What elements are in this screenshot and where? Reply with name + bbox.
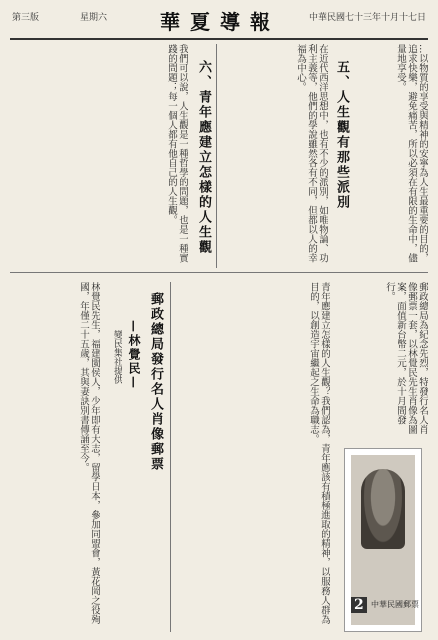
section-divider — [10, 272, 428, 273]
portrait — [361, 469, 405, 549]
stamp-country: 中華民國郵票 — [371, 600, 419, 609]
text-column-1: …以物質的享受與精神的安寧為人生最重要的目的，追求快樂，避免痛苦，所以必須在有限的生命中，儘量地享受。 — [395, 44, 428, 263]
stamp-value: 2 — [351, 597, 367, 613]
text-column-5: 林覺民先生，福建閩侯人，少年即有大志，留學日本，參加同盟會，黃花岡之役殉國，年僅二十五歲，其與妻訣別書傳誦至今。 — [78, 282, 100, 624]
column-rule-2 — [170, 282, 171, 632]
column-rule — [216, 44, 217, 268]
text-column-3: 我們可以說，人生觀是一種哲學的問題，也是一種實踐的問題；每一個人都有他自己的人生觀。 — [166, 44, 188, 263]
text-column-4: 青年應建立怎樣的人生觀？我們認為，青年應該有積極進取的精神，以服務人群為目的，以創造宇宙繼起之生命為職志。 — [308, 282, 330, 624]
postage-stamp-image — [344, 448, 422, 632]
paper-title: 華夏導報 — [160, 10, 280, 34]
edition: 第三版 — [12, 13, 40, 23]
text-column-6: 郵政總局為紀念先烈，特發行名人肖像郵票一套，以林覺民先生肖像為圖案，面值新台幣二元，於十月間發行。 — [384, 282, 428, 434]
stamp-article-title: 郵政總局發行名人肖像郵票 — [148, 292, 163, 472]
issue-date: 中華民國七十三年十月十七日 — [308, 13, 426, 23]
section5-title: 五、人生觀有那些派別 — [334, 60, 349, 210]
text-column-2: 在近代西洋思想中，也有不少的派別，如唯物論、功利主義等，他們的學說雖然各有不同，但都以人的幸福為中心。 — [295, 44, 328, 263]
stamp-credit: 變民集社提供 — [112, 330, 122, 384]
masthead — [10, 4, 428, 40]
weekday: 星期六 — [80, 13, 108, 23]
stamp-article-subtitle: —林覺民— — [127, 320, 141, 390]
section6-title: 六、青年應建立怎樣的人生觀 — [196, 60, 211, 255]
